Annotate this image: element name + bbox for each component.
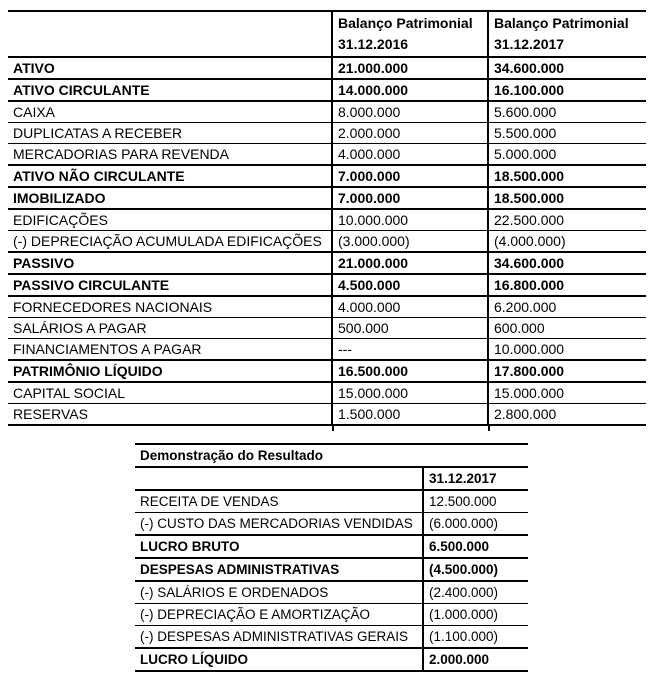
account-label: MERCADORIAS PARA REVENDA [8, 144, 332, 166]
income-statement-title: Demonstração do Resultado [135, 444, 528, 467]
value-2017: 15.000.000 [488, 382, 646, 404]
value-2016: --- [332, 339, 488, 361]
value-2017: 5.600.000 [488, 101, 646, 123]
value-2016: 14.000.000 [332, 79, 488, 101]
value-2017: 5.500.000 [488, 123, 646, 144]
account-label: PASSIVO [8, 252, 332, 274]
value-2016: 4.000.000 [332, 296, 488, 318]
column-title-2016: Balanço Patrimonial [338, 15, 473, 31]
line-item-value: (2.400.000) [423, 581, 528, 604]
account-label: DUPLICATAS A RECEBER [8, 123, 332, 144]
value-2016: 1.500.000 [332, 404, 488, 426]
table-divider-stub [332, 426, 334, 431]
line-item-label: (-) DESPESAS ADMINISTRATIVAS GERAIS [135, 626, 423, 649]
value-2016: 4.000.000 [332, 144, 488, 166]
value-2016: 10.000.000 [332, 209, 488, 231]
line-item-value: (1.100.000) [423, 626, 528, 649]
line-item-value: (6.000.000) [423, 513, 528, 536]
value-2017: 17.800.000 [488, 360, 646, 382]
line-item-label: (-) SALÁRIOS E ORDENADOS [135, 581, 423, 604]
value-2017: 18.500.000 [488, 187, 646, 209]
value-2016: 7.000.000 [332, 165, 488, 187]
value-2017: 2.800.000 [488, 404, 646, 426]
value-2017: 16.100.000 [488, 79, 646, 101]
account-label: IMOBILIZADO [8, 187, 332, 209]
line-item-value: 2.000.000 [423, 648, 528, 671]
value-2016: 4.500.000 [332, 274, 488, 296]
account-label: EDIFICAÇÕES [8, 209, 332, 231]
line-item-label: (-) CUSTO DAS MERCADORIAS VENDIDAS [135, 513, 423, 536]
income-statement-period: 31.12.2017 [423, 467, 528, 490]
account-label: FINANCIAMENTOS A PAGAR [8, 339, 332, 361]
income-statement-section [135, 443, 528, 672]
value-2016: 16.500.000 [332, 360, 488, 382]
value-2017: (4.000.000) [488, 231, 646, 253]
value-2016: 21.000.000 [332, 252, 488, 274]
value-2017: 22.500.000 [488, 209, 646, 231]
account-label: PASSIVO CIRCULANTE [8, 274, 332, 296]
value-2016: (3.000.000) [332, 231, 488, 253]
account-label: PATRIMÔNIO LÍQUIDO [8, 360, 332, 382]
account-label: (-) DEPRECIAÇÃO ACUMULADA EDIFICAÇÕES [8, 231, 332, 253]
column-date-2016: 31.12.2016 [338, 36, 409, 52]
value-2016: 500.000 [332, 318, 488, 339]
balance-sheet-section [8, 10, 646, 426]
value-2017: 34.600.000 [488, 252, 646, 274]
line-item-label: LUCRO LÍQUIDO [135, 648, 423, 671]
value-2016: 7.000.000 [332, 187, 488, 209]
value-2016: 21.000.000 [332, 57, 488, 79]
table-divider-stub [488, 426, 490, 431]
value-2017: 16.800.000 [488, 274, 646, 296]
value-2017: 34.600.000 [488, 57, 646, 79]
value-2017: 600.000 [488, 318, 646, 339]
value-2017: 10.000.000 [488, 339, 646, 361]
balance-sheet-corner-cell [8, 11, 332, 57]
line-item-value: (4.500.000) [423, 558, 528, 581]
account-label: RESERVAS [8, 404, 332, 426]
balance-sheet-header-2017 [488, 11, 646, 57]
account-label: ATIVO CIRCULANTE [8, 79, 332, 101]
value-2017: 5.000.000 [488, 144, 646, 166]
line-item-label: RECEITA DE VENDAS [135, 490, 423, 513]
income-statement-table [135, 443, 528, 672]
account-label: ATIVO [8, 57, 332, 79]
balance-sheet-table [8, 10, 646, 426]
account-label: SALÁRIOS A PAGAR [8, 318, 332, 339]
account-label: FORNECEDORES NACIONAIS [8, 296, 332, 318]
value-2017: 18.500.000 [488, 165, 646, 187]
value-2016: 2.000.000 [332, 123, 488, 144]
account-label: ATIVO NÃO CIRCULANTE [8, 165, 332, 187]
balance-sheet-header-2016 [332, 11, 488, 57]
value-2016: 8.000.000 [332, 101, 488, 123]
line-item-value: 6.500.000 [423, 535, 528, 558]
value-2017: 6.200.000 [488, 296, 646, 318]
account-label: CAPITAL SOCIAL [8, 382, 332, 404]
line-item-label: (-) DEPRECIAÇÃO E AMORTIZAÇÃO [135, 604, 423, 626]
column-date-2017: 31.12.2017 [494, 36, 565, 52]
value-2016: 15.000.000 [332, 382, 488, 404]
income-statement-empty-cell [135, 467, 423, 490]
line-item-label: DESPESAS ADMINISTRATIVAS [135, 558, 423, 581]
line-item-value: (1.000.000) [423, 604, 528, 626]
column-title-2017: Balanço Patrimonial [494, 15, 629, 31]
line-item-value: 12.500.000 [423, 490, 528, 513]
account-label: CAIXA [8, 101, 332, 123]
line-item-label: LUCRO BRUTO [135, 535, 423, 558]
